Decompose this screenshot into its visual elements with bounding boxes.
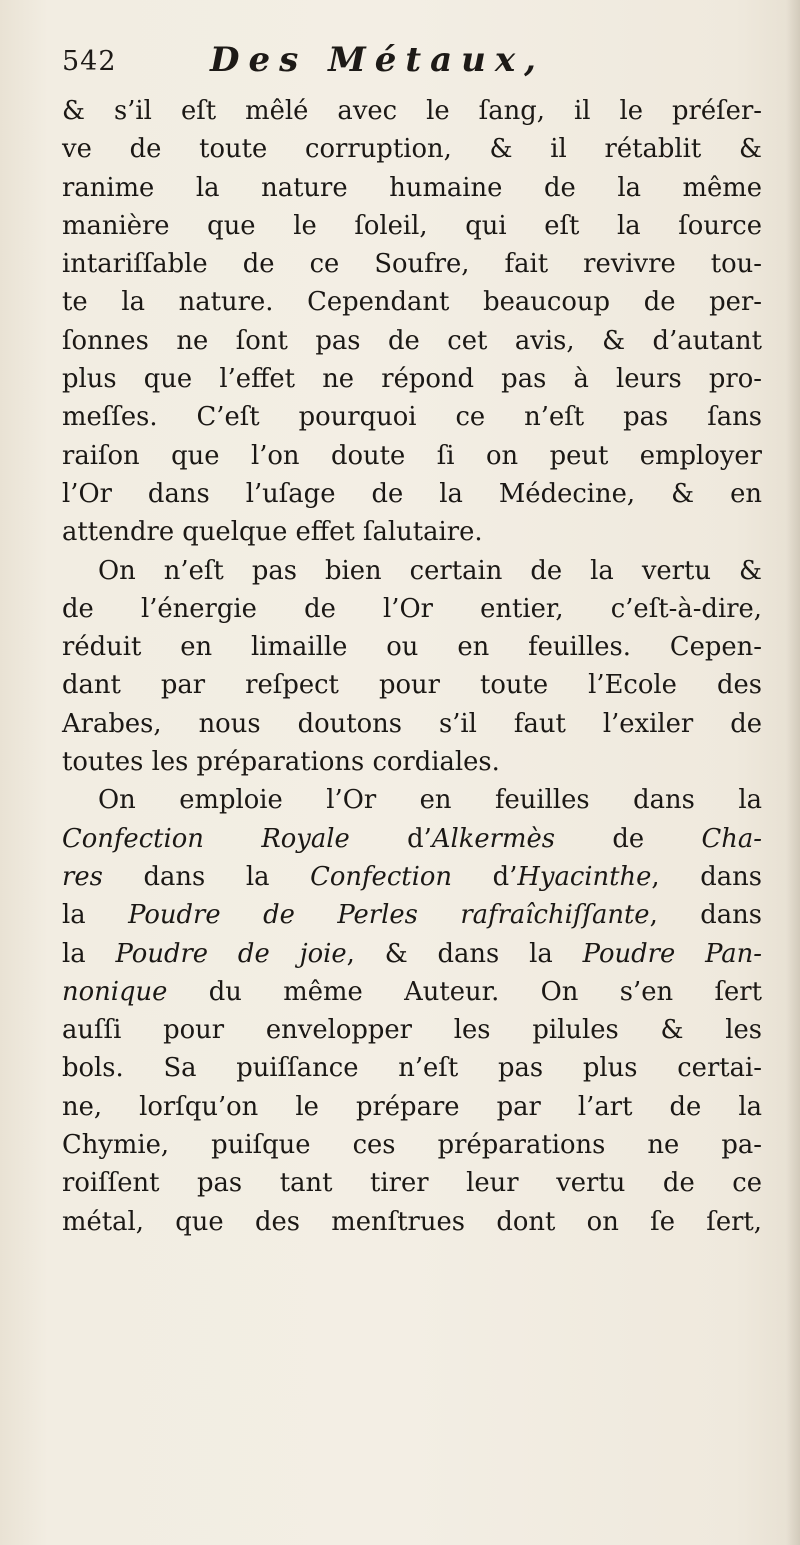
- text-line: plus que l’effet ne répond pas à leurs pro-: [62, 364, 762, 395]
- text-line: ve de toute corruption, & il rétablit &: [62, 134, 762, 165]
- text-line: roiſſent pas tant tirer leur vertu de ce: [62, 1168, 762, 1199]
- text-line: réduit en limaille ou en feuilles. Cepen-: [62, 632, 762, 663]
- text-line: & s’il eſt mêlé avec le ſang, il le préſer-: [62, 96, 762, 126]
- text-line: On emploie l’Or en feuilles dans la: [98, 785, 762, 816]
- text-line: te la nature. Cependant beaucoup de per-: [62, 287, 762, 318]
- text-line: raiſon que l’on doute ſi on peut employer: [62, 440, 762, 471]
- text-line: manière que le ſoleil, qui eſt la ſource: [62, 210, 762, 241]
- text-line: ranime la nature humaine de la même: [62, 172, 762, 203]
- page-edge-shadow: [786, 0, 800, 1545]
- page-number: 542: [62, 46, 117, 77]
- text-line: nonique du même Auteur. On s’en ſert: [62, 976, 762, 1007]
- text-line: bols. Sa puiſſance n’eſt pas plus certai-: [62, 1053, 762, 1084]
- text-line: ſonnes ne ſont pas de cet avis, & d’autant: [62, 325, 762, 356]
- page-header: [62, 40, 752, 86]
- text-line: Arabes, nous doutons s’il faut l’exiler de: [62, 708, 762, 739]
- text-line: l’Or dans l’uſage de la Médecine, & en: [62, 478, 762, 509]
- text-line: dant par reſpect pour toute l’Ecole des: [62, 670, 762, 701]
- text-line: Confection Royale d’Alkermès de Cha-: [62, 823, 762, 854]
- text-line: meſſes. C’eſt pourquoi ce n’eſt pas ſans: [62, 402, 762, 433]
- text-line: ne, lorſqu’on le prépare par l’art de la: [62, 1091, 762, 1122]
- text-line: la Poudre de joie, & dans la Poudre Pan-: [62, 938, 763, 969]
- text-line: de l’énergie de l’Or entier, c’eſt-à-dire,: [62, 593, 762, 624]
- text-line: métal, que des menſtrues dont on ſe ſert,: [62, 1206, 762, 1237]
- text-line: res dans la Confection d’Hyacinthe, dans: [62, 861, 762, 892]
- text-line: intariſſable de ce Soufre, fait revivre tou-: [62, 249, 762, 280]
- running-title: Des Métaux,: [210, 40, 545, 80]
- text-line: la Poudre de Perles rafraîchiſſante, dans: [62, 900, 762, 931]
- text-line: Chymie, puiſque ces préparations ne pa-: [62, 1130, 762, 1161]
- text-line: attendre quelque effet ſalutaire.: [62, 517, 483, 548]
- text-line: toutes les préparations cordiales.: [62, 747, 500, 778]
- body-text: [62, 92, 762, 1241]
- text-line: On n’eſt pas bien certain de la vertu &: [98, 555, 762, 586]
- text-line: auſſi pour envelopper les pilules & les: [62, 1015, 762, 1046]
